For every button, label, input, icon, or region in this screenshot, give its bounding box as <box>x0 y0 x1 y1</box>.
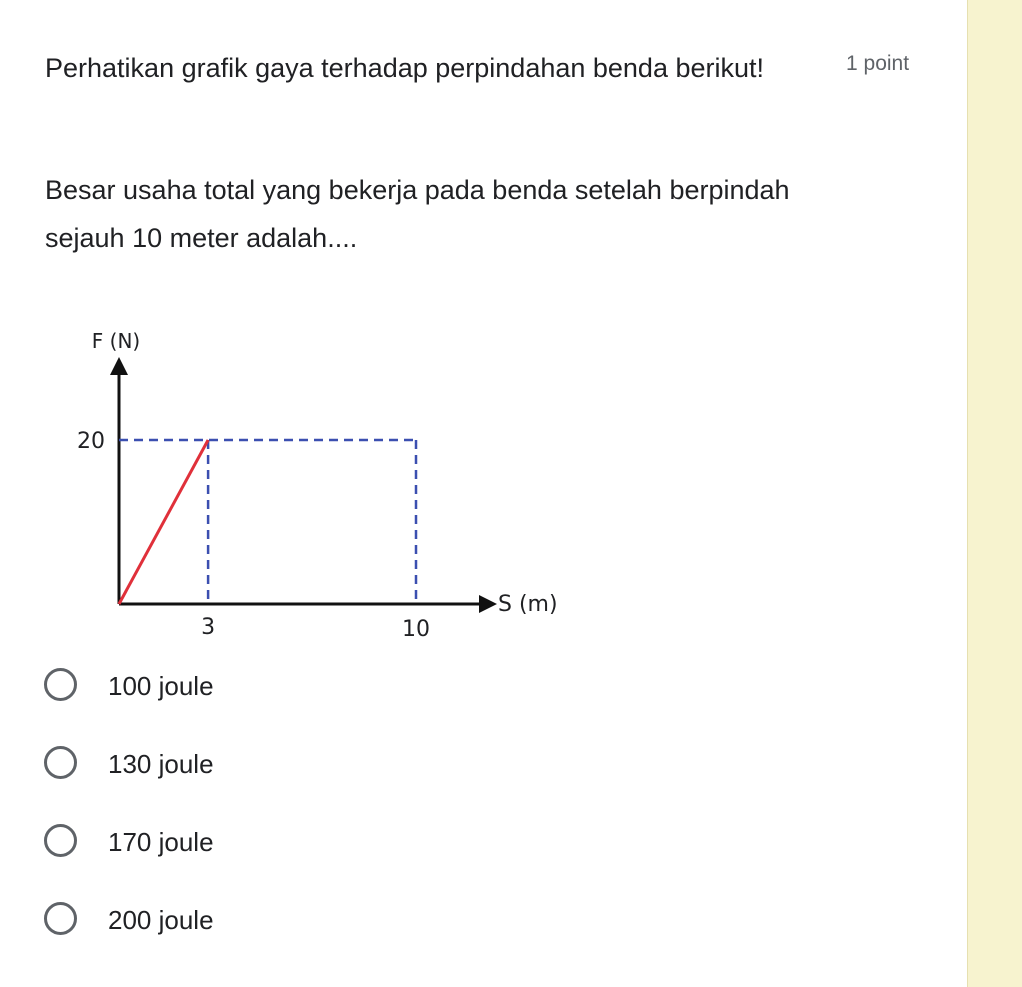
points-label: 1 point <box>846 52 910 75</box>
x-tick-label: 3 <box>201 615 216 640</box>
option-label: 200 joule <box>108 905 214 935</box>
option-label: 130 joule <box>108 749 214 779</box>
question-title: Perhatikan grafik gaya terhadap perpindahan benda berikut! <box>45 53 765 83</box>
force-displacement-graph <box>60 320 580 650</box>
radio-button[interactable] <box>44 746 77 779</box>
x-axis-label: S (m) <box>498 592 558 617</box>
series-line-force <box>119 440 208 604</box>
side-panel <box>967 0 1022 987</box>
option-130-joule[interactable] <box>44 743 444 821</box>
option-100-joule[interactable] <box>44 665 444 743</box>
option-label: 170 joule <box>108 827 214 857</box>
option-170-joule[interactable] <box>44 821 444 899</box>
x-tick-label: 10 <box>402 617 430 642</box>
y-axis-label: F (N) <box>91 329 141 353</box>
option-label: 100 joule <box>108 671 214 701</box>
y-tick-label: 20 <box>77 429 105 454</box>
answer-options <box>44 665 444 977</box>
option-200-joule[interactable] <box>44 899 444 977</box>
radio-button[interactable] <box>44 824 77 857</box>
radio-button[interactable] <box>44 668 77 701</box>
question-body: Besar usaha total yang bekerja pada benda setelah berpindah sejauh 10 meter adalah.... <box>45 175 790 253</box>
radio-button[interactable] <box>44 902 77 935</box>
